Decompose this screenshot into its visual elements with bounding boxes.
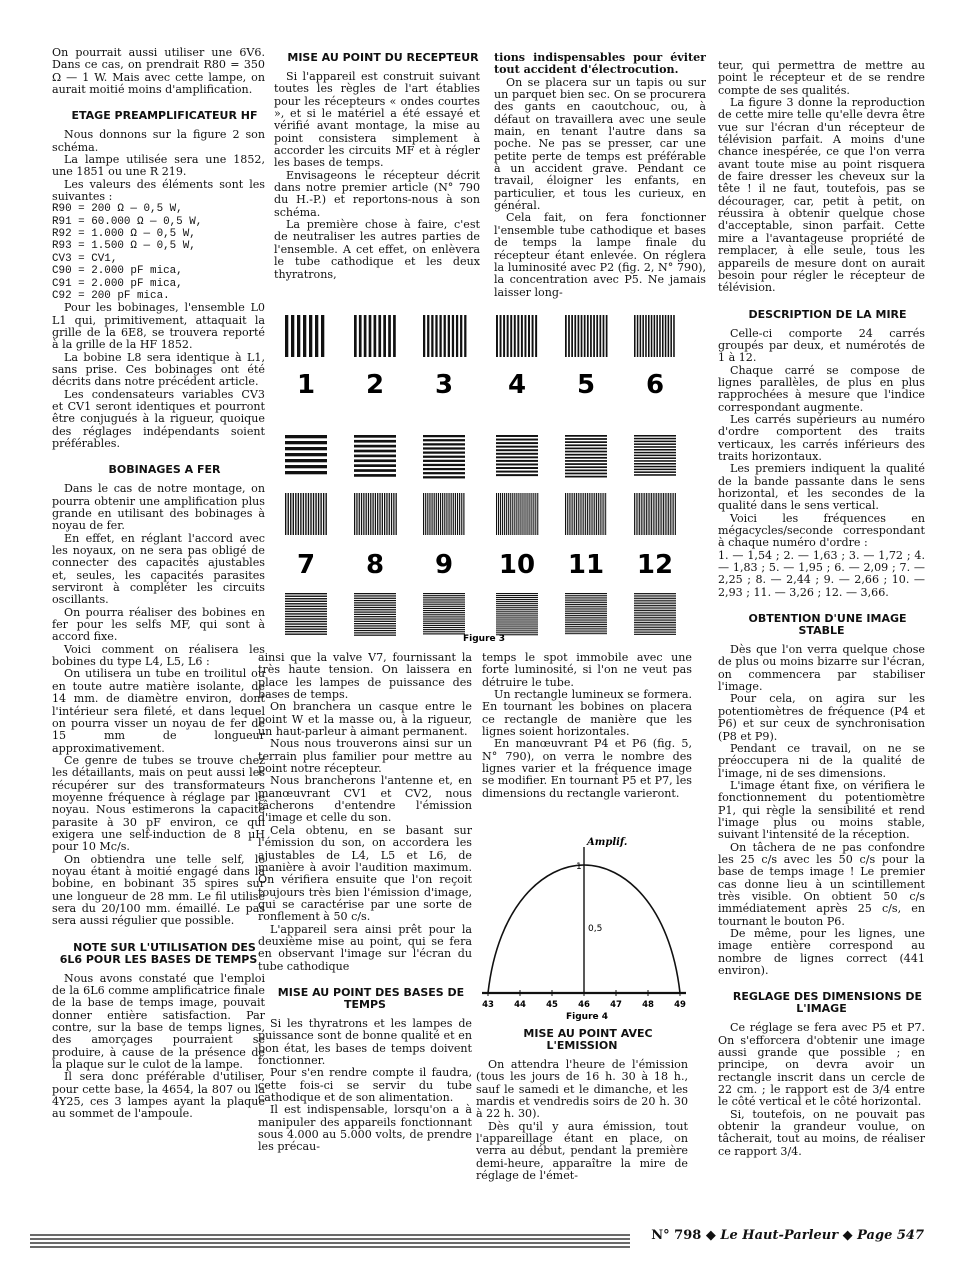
paragraph: Si l'appareil est construit suivant toutes les règles de l'art établies pour les récepteurs « ondes courtes », et si le matériel a été essayé et vérifié avant montage, la mise au point consistera simplement à accorder les circuits MF et à régler les bases de temps. [274,70,480,170]
y-axis-label: Amplif. [587,837,628,848]
paragraph: Dans le cas de notre montage, on pourra obtenir une amplification plus grande en utilisant des bobinages à noyau de fer. [52,482,265,533]
section-heading: OBTENTION D'UNE IMAGE STABLE [748,612,907,638]
paragraph: Nous nous trouverons ainsi sur un terrain plus familier pour mettre au point notre récepteur. [258,737,472,776]
pattern-square-horizontal [423,435,465,478]
paragraph: On utilisera un tube en troilitul ou en toute autre matière isolante, de 14 mm. de diamètre environ, dont l'intérieur sera fileté, et dans lequel on pourra visser un noyau de fer de 15 mm de longueur approximativement. [52,667,265,755]
pattern-square-horizontal [634,435,676,476]
pattern-square-vertical [496,493,538,535]
paragraph: La bobine L8 sera identique à L1, sans prise. Ces bobinages ont été décrits dans notre précédent article. [52,350,265,389]
y-tick-mid: 0,5 [588,924,603,934]
pattern-square-vertical [354,315,396,357]
figure-4-response-curve [476,835,696,1025]
paragraph: Ce genre de tubes se trouve chez les détaillants, mais on peut aussi les récupérer sur des transformateurs moyenne fréquence à réglage par le noyau. Nous estimerons la capacité parasite à 30 pF environ, ce qui exigera une self-induction de 8 µH pour 10 Mc/s. [52,753,265,854]
pattern-number: 7 [296,550,316,580]
paragraph: Pendant ce travail, on ne se préoccupera ni de la qualité de l'image, ni de ses dimensions. [718,741,925,780]
paragraph: Cela fait, on fera fonctionner l'ensemble tube cathodique et bases de temps la lampe finale du récepteur étant enlevée. On réglera la luminosité avec P2 (fig. 2, N° 790), la concentration avec P5. Ne jamais laisser long- [494,211,706,299]
x-tick-label: 43 [482,1000,494,1010]
issue-number: N° 798 [651,1228,702,1243]
pattern-square-horizontal [565,435,607,477]
pattern-number: 2 [365,370,385,400]
pattern-square-horizontal [285,435,327,474]
component-value: R90 = 200 Ω — 0,5 W, [52,203,183,216]
column-6 [482,652,692,827]
paragraph: On pourrait aussi utiliser une 6V6. Dans ce cas, on prendrait R80 = 350 Ω — 1 W. Mais avec cette lampe, on aurait moitié moins d'amplification. [52,47,265,97]
pattern-square-vertical [285,315,324,357]
component-value: C91 = 2.000 pF mica, [52,277,183,290]
pattern-square-vertical [565,315,607,357]
paragraph: Un rectangle lumineux se formera. En tournant les bobines on placera ce rectangle de manière que les lignes soient horizontales. [482,688,692,739]
column-4 [718,60,925,1220]
paragraph: On branchera un casque entre le point W et la masse ou, à la rigueur, un haut-parleur à aimant permanent. [258,700,472,739]
pattern-number: 5 [576,370,596,400]
pattern-number: 3 [434,370,454,400]
pattern-square-vertical [423,493,464,535]
column-5 [258,652,472,1222]
page-number: Page 547 [857,1228,924,1243]
pattern-number: 4 [507,370,527,400]
paragraph: La figure 3 donne la reproduction de cette mire telle qu'elle devra être vue sur l'écran d'un récepteur de télévision parfait. A moins d'une chance inespérée, ce que l'on verra avant toute mise au point risquera de faire dresser les cheveux sur la tête ! il ne faut, toutefois, pas se décourager, car, petit à petit, on réussira à obtenir quelque chose d'acceptable, sinon parfait. Cette mire a l'avantageuse propriété de remplacer, à elle seule, tous les appareils de mesure dont on aurait besoin pour régler le récepteur de télévision. [718,96,925,295]
paragraph: Dès qu'il y aura émission, tout l'appareillage étant en place, on verra au début, pendant la première demi-heure, apparaître la mire de réglage de l'émet- [476,1119,688,1183]
x-tick-label: 47 [610,1000,622,1010]
component-value: C90 = 2.000 pF mica, [52,265,183,278]
paragraph: Chaque carré se compose de lignes parallèles, de plus en plus rapprochées à mesure que l'indice correspondant augmente. [718,363,925,414]
paragraph: La lampe utilisée sera une 1852, une 1851 ou une R 219. [52,153,265,179]
component-value: R91 = 60.000 Ω — 0,5 W, [52,215,203,228]
pattern-square-horizontal [285,593,327,635]
x-tick-label: 46 [578,1000,590,1010]
paragraph: Pour s'en rendre compte il faudra, cette fois-ci se servir du tube cathodique et de son alimentation. [258,1066,472,1104]
pattern-number: 6 [645,370,665,400]
paragraph: Pour les bobinages, l'ensemble L0 L1 qui, primitivement, attaquait la grille de la 6E8, se trouvera reporté à la grille de la HF 1852. [52,301,265,352]
component-value: CV3 = CV1, [52,252,118,265]
paragraph: Ce réglage se fera avec P5 et P7. On s'efforcera d'obtenir une image aussi grande que possible ; en principe, on devra avoir un rectangle inscrit dans un cercle de 22 cm. ; le rapport est de 3/4 entre le côté vertical et le côté horizontal. [718,1021,925,1109]
paragraph: Les valeurs des éléments sont les suivantes : [52,177,265,204]
pattern-square-horizontal [496,593,538,635]
component-value: C92 = 200 pF mica. [52,289,170,302]
column-1 [52,47,265,1187]
paragraph: L'image étant fixe, on vérifiera le fonctionnement du potentiomètre P1, qui règle la sensibilité et rend l'image plus ou moins stable, suivant l'intensité de la réception. [718,778,925,842]
section-heading: REGLAGE DES DIMENSIONS DE L'IMAGE [732,990,923,1016]
pattern-square-vertical [354,493,397,535]
column-7 [476,1028,688,1223]
column-3 [494,52,706,314]
pattern-square-vertical [285,493,327,535]
journal-title: Le Haut-Parleur [720,1228,839,1243]
paragraph: On attendra l'heure de l'émission (tous les jours de 16 h. 30 à 18 h., sauf le samedi et le dimanche, et les mardis et vendredis soirs de 20 h. 30 à 22 h. 30). [476,1058,688,1121]
pattern-square-vertical [565,493,606,535]
bullet-2: ◆ [842,1228,858,1243]
pattern-square-horizontal [354,435,396,477]
paragraph: Cela obtenu, en se basant sur l'émission du son, on accordera les ajustables de L4, L5 et L6, de manière à avoir l'audition maximum. On vérifiera ensuite que l'on reçoit toujours très bien l'émission d'image, qui se caractérise par une sorte de ronflement à 50 c/s. [258,823,472,924]
paragraph: Nous donnons sur la figure 2 son schéma. [52,128,265,154]
section-heading: MISE AU POINT AVEC L'EMISSION [523,1028,653,1052]
pattern-square-vertical [423,315,466,357]
x-tick-label: 44 [514,1000,526,1010]
pattern-square-horizontal [496,435,538,476]
footer-rule [30,1229,630,1253]
bullet-1: ◆ [705,1228,721,1243]
paragraph: Si les thyratrons et les lampes de puissance sont de bonne qualité et en bon état, les bases de temps doivent fonctionner. [258,1016,472,1067]
paragraph: ainsi que la valve V7, fournissant la très haute tension. On laissera en place les lampes de puissance des bases de temps. [258,652,472,702]
paragraph: teur, qui permettra de mettre au point le récepteur et de se rendre compte de ses qualités. [718,60,925,97]
paragraph: Dès que l'on verra quelque chose de plus ou moins bizarre sur l'écran, on commencera par stabiliser l'image. [718,643,925,694]
paragraph: L'appareil sera ainsi prêt pour la deuxième mise au point, qui se fera en observant l'image sur l'écran du tube cathodique [258,922,472,973]
figure-3-test-pattern [268,305,708,645]
paragraph: Nous brancherons l'antenne et, en manœuvrant CV1 et CV2, nous tâcherons d'entendre l'émission d'image et celle du son. [258,774,472,825]
paragraph: Celle-ci comporte 24 carrés groupés par deux, et numérotés de 1 à 12. [718,326,925,365]
paragraph: Il est indispensable, lorsqu'on a à manipuler des appareils fonctionnant sous 4.000 au 5.000 volts, de prendre les précau- [258,1103,472,1154]
paragraph: On se placera sur un tapis ou sur un parquet bien sec. On se procurera des gants en caoutchouc, ou, à défaut on travaillera avec une seule main, en tenant l'autre dans sa poche. Ne pas se presser, car une petite perte de temps est préférable à un accident grave. Pendant ce travail, éloigner les enfants, en particulier, et tous les curieux, en général. [494,75,706,213]
pattern-square-vertical [634,493,676,535]
paragraph: Il sera donc préférable d'utiliser, pour cette base, la 4654, la 807 ou la 4Y25, ces 3 lampes ayant la plaque au sommet de l'ampoule. [52,1070,265,1121]
paragraph: Les condensateurs variables CV3 et CV1 seront identiques et pourront être conjugués à la rigueur, quoique des réglages indépendants soient préférables. [52,387,265,450]
paragraph: 1. — 1,54 ; 2. — 1,63 ; 3. — 1,72 ; 4. — 1,83 ; 5. — 1,95 ; 6. — 2,09 ; 7. — 2,25 ; 8. — 2,44 ; 9. — 2,66 ; 10. — 2,93 ; 11. — 3,26 ; 12. — 3,66. [718,548,925,599]
pattern-square-vertical [634,315,675,357]
section-heading: DESCRIPTION DE LA MIRE [748,307,907,321]
section-heading: ETAGE PREAMPLIFICATEUR HF [71,109,258,123]
section-heading: MISE AU POINT DES BASES DE TEMPS [277,985,465,1011]
paragraph: Envisageons le récepteur décrit dans notre premier article (N° 790 du H.-P.) et reportons-nous à son schéma. [274,168,480,219]
paragraph: On tâchera de ne pas confondre les 25 c/s avec les 50 c/s pour la base de temps image ! Le premier cas donne lieu à un scintillement très visible. On obtient 50 c/s immédiatement après 25 c/s, en tournant le bouton P6. [718,840,925,928]
x-tick-label: 49 [674,1000,686,1010]
pattern-square-horizontal [565,593,607,634]
paragraph: En manœuvrant P4 et P6 (fig. 5, N° 790), on verra le nombre des lignes varier et la fréquence image se modifier. En tournant P5 et P7, les dimensions du rectangle varieront. [482,737,692,800]
paragraph: Si, toutefois, on ne pouvait pas obtenir la grandeur voulue, on tâcherait, tout au moins, de réaliser ce rapport 3/4. [718,1107,925,1158]
pattern-square-vertical [496,315,537,357]
figure-4-caption: Figure 4 [566,1012,609,1022]
x-tick-label: 45 [546,1000,558,1010]
section-heading: MISE AU POINT DU RECEPTEUR [287,52,479,64]
paragraph: La première chose à faire, c'est de neutraliser les autres parties de l'ensemble. A cet effet, on enlèvera le tube cathodique et les deux thyratrons, [274,218,480,281]
paragraph: Les carrés supérieurs au numéro d'ordre comportent des traits verticaux, les carrés inférieurs des traits horizontaux. [718,412,925,463]
paragraph: Voici comment on réalisera les bobines du type L4, L5, L6 : [52,642,265,669]
component-value: R92 = 1.000 Ω — 0,5 W, [52,228,196,241]
paragraph: En effet, en réglant l'accord avec les noyaux, on ne sera pas obligé de connecter des capacités ajustables et, seules, les capacités parasites serviront à compléter les circuits oscillants. [52,531,265,607]
paragraph: Pour cela, on agira sur les potentiomètres de fréquence (P4 et P6) et sur ceux de synchronisation (P8 et P9). [718,692,925,743]
paragraph: Les premiers indiquent la qualité de la bande passante dans le sens horizontal, et les secondes de la qualité dans le sens vertical. [718,462,925,513]
figure-3-caption: Figure 3 [463,634,506,644]
pattern-number: 1 [296,370,316,400]
paragraph: Voici les fréquences en mégacycles/seconde correspondant à chaque numéro d'ordre : [718,511,925,550]
x-tick-label: 48 [642,1000,654,1010]
paragraph: tions indispensables pour éviter tout accident d'électrocution. [494,52,706,77]
column-2 [274,52,480,314]
pattern-number: 10 [498,550,536,580]
page-footer [30,1226,968,1256]
paragraph: On obtiendra une telle self, le noyau étant à moitié engagé dans la bobine, en bobinant 35 spires sur une longueur de 28 mm. Le fil utilisé sera du 20/100 mm. émaillé. Le pas sera aussi régulier que possible. [52,852,265,928]
pattern-square-horizontal [354,593,396,636]
pattern-square-horizontal [634,593,676,635]
paragraph: De même, pour les lignes, une image entière correspond au nombre de lignes correct (441 environ). [718,927,925,978]
pattern-number: 12 [636,550,674,580]
pattern-square-horizontal [423,593,465,634]
section-heading: NOTE SUR L'UTILISATION DES 6L6 POUR LES BASES DE TEMPS [59,940,258,966]
paragraph: Nous avons constaté que l'emploi de la 6L6 comme amplificatrice finale de la base de temps image, pouvait donner entière satisfaction. Par contre, sur la base de temps lignes, des amorçages pourraient se produire, à cause de la présence de la plaque sur le culot de la lampe. [52,971,265,1072]
paragraph: On pourra réaliser des bobines en fer pour les selfs MF, qui sont à accord fixe. [52,605,265,644]
paragraph: temps le spot immobile avec une forte luminosité, si l'on ne veut pas détruire le tube. [482,652,692,689]
section-heading: BOBINAGES A FER [108,463,221,477]
component-value: R93 = 1.500 Ω — 0,5 W, [52,240,196,253]
pattern-number: 8 [365,550,385,580]
y-tick-max: 1 [576,862,582,872]
pattern-number: 11 [567,550,605,580]
pattern-number: 9 [434,550,454,580]
